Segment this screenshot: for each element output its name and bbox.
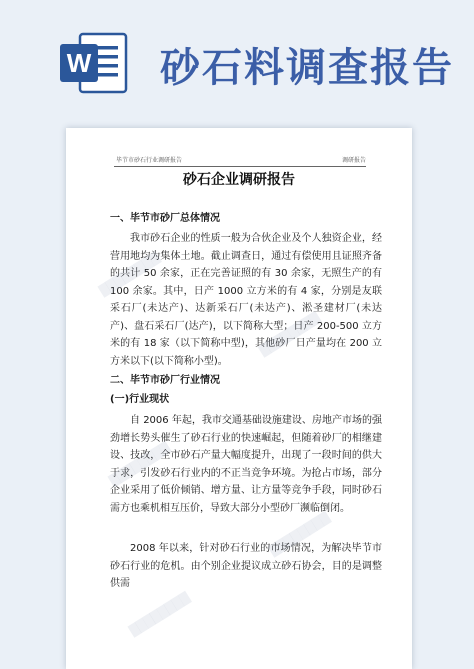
section-heading: 二、毕节市砂厂行业情况 (110, 375, 220, 386)
section-heading: 一、毕节市砂厂总体情况 (110, 213, 220, 224)
running-header (114, 157, 366, 167)
document-page (66, 128, 412, 669)
body-paragraph: 2008 年以来，针对砂石行业的市场情况，为解决毕节市砂石行业的危机。由个别企业提议成立砂石协会，目的是调整供需 (110, 543, 382, 589)
watermark: ████████ (257, 311, 322, 358)
running-header-right: 调研报告 (341, 157, 366, 164)
preview-banner (0, 0, 474, 118)
word-icon (58, 30, 128, 96)
paper-title: 砂石企业调研报告 (183, 172, 295, 188)
subsection-heading: (一)行业现状 (110, 394, 170, 405)
word-icon-letter: W (66, 48, 92, 78)
body-paragraph: 我市砂石企业的性质一般为合伙企业及个人独资企业，经营用地均为集体土地。截止调查日，通过有偿使用且证照齐备的共计 50 余家，正在完善证照的有 30 余家，无照生产的有 100 余家。其中，日产 1000 立方米的有 4 家，分别是友联采石厂(未达产)、达新采石厂(未达产)、淞圣建材厂(未达产)、盘石采石厂(达产)，以下简称大型；日产 200-500 立方米的有 18 家（以下简称中型)，其他砂厂日产量均在 200 立方米以下(以下简称小型)。 (110, 233, 382, 367)
watermark: ████████ (127, 591, 192, 638)
watermark: ████████ (267, 511, 332, 558)
watermark: ████████ (97, 251, 162, 298)
document-title-banner: 砂石料调查报告 (160, 45, 454, 91)
watermark: ████████ (107, 441, 172, 488)
running-header-left: 毕节市砂石行业调研报告 (116, 157, 183, 164)
body-paragraph: 自 2006 年起，我市交通基础设施建设、房地产市场的强劲增长势头催生了砂石行业的快速崛起，但随着砂厂的相继建设、技改，全市砂石产量大幅度提升，出现了一段时间的供大于求，引发砂石行业内的不正当竞争环境。为抢占市场，部分企业采用了低价倾销、增方量、让方量等竞争手段，同时砂石需方也乘机相互压价，导致大部分小型砂厂濒临倒闭。 (110, 415, 382, 514)
